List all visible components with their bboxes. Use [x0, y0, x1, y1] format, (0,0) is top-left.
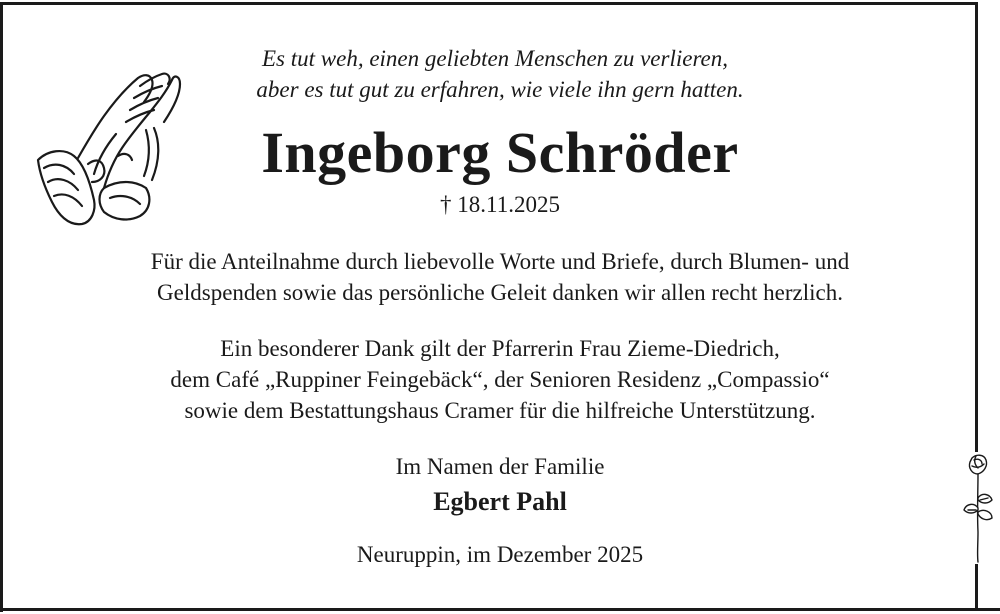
signatory-name: Egbert Pahl: [433, 487, 567, 516]
quote-line-1: Es tut weh, einen geliebten Menschen zu verlieren,: [261, 46, 729, 71]
special-thanks-line-3: sowie dem Bestattungshaus Cramer für die hilfreiche Unterstützung.: [184, 398, 816, 423]
quote-line-2: aber es tut gut zu erfahren, wie viele ihn gern hatten.: [256, 77, 744, 102]
thanks-line-2: Geldspenden sowie das persönliche Geleit danken wir allen recht herzlich.: [157, 280, 843, 305]
thanks-line-1: Für die Anteilnahme durch liebevolle Worte und Briefe, durch Blumen- und: [150, 249, 850, 274]
place-date: Neuruppin, im Dezember 2025: [356, 542, 644, 567]
special-thanks-line-1: Ein besonderer Dank gilt der Pfarrerin Frau Zieme-Diedrich,: [220, 336, 780, 361]
death-date: † 18.11.2025: [440, 192, 560, 217]
special-thanks-line-2: dem Café „Ruppiner Feingebäck“, der Senioren Residenz „Compassio“: [170, 367, 830, 392]
frame-border-top: [0, 2, 978, 5]
rose-icon: [962, 452, 994, 564]
deceased-name: Ingeborg Schröder: [261, 120, 739, 185]
frame-border-bottom: [0, 608, 1000, 611]
family-intro: Im Namen der Familie: [395, 454, 605, 479]
